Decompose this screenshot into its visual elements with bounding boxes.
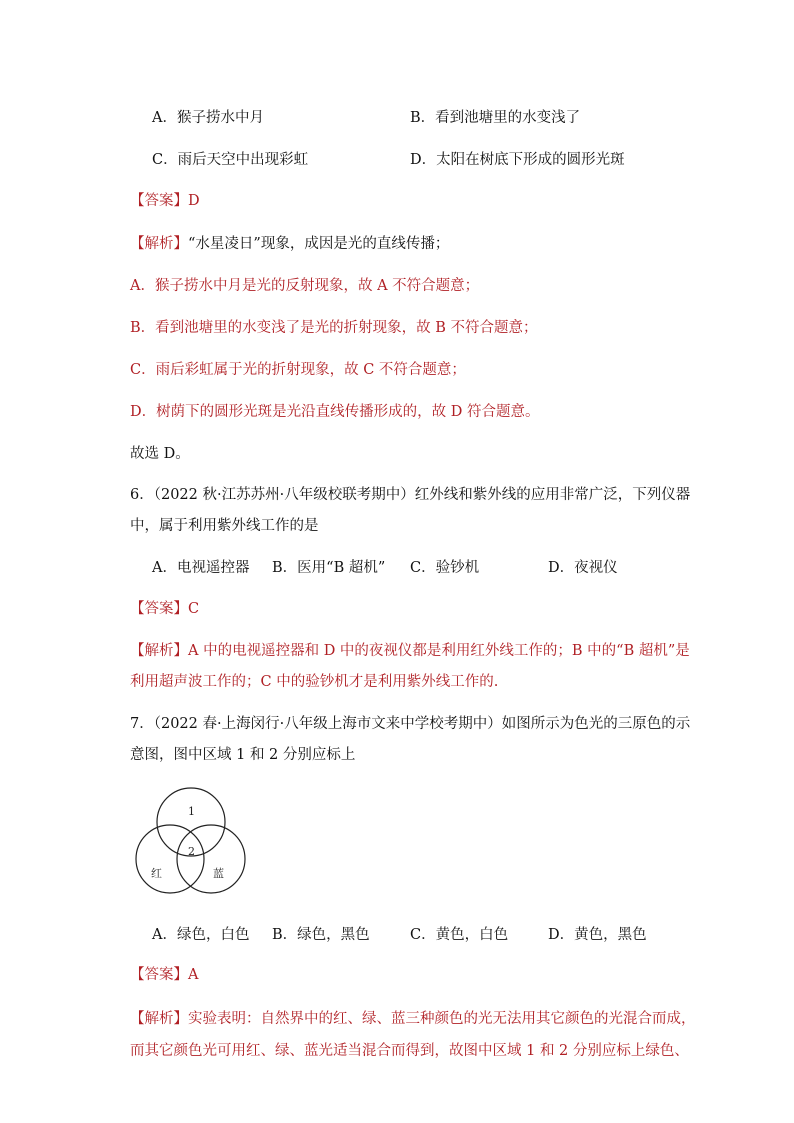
blue-circle (177, 825, 245, 893)
answer-value: D (188, 193, 200, 209)
q5-analysis-line-c: C．雨后彩虹属于光的折射现象，故 C 不符合题意； (130, 362, 466, 378)
q5-option-a: A．猴子捞水中月 (152, 110, 264, 126)
q6-option-a: A．电视遥控器 (152, 560, 250, 576)
q6-stem-line1: 6．（2022 秋·江苏苏州·八年级校联考期中）红外线和紫外线的应用非常广泛，下列仪器 (130, 487, 691, 503)
q5-analysis-line-a: A．猴子捞水中月是光的反射现象，故 A 不符合题意； (130, 278, 480, 294)
q6-option-d: D．夜视仪 (548, 560, 618, 576)
analysis-tag: 【解析】 (130, 236, 188, 252)
region-2-label: 2 (188, 845, 195, 858)
q7-option-b: B．绿色，黑色 (272, 927, 370, 943)
q7-option-c: C．黄色，白色 (410, 927, 509, 943)
q5-option-b: B．看到池塘里的水变浅了 (410, 110, 581, 126)
q5-answer (130, 191, 200, 211)
q7-stem-line1: 7．（2022 春·上海闵行·八年级上海市文来中学校考期中）如图所示为色光的三原色的示 (130, 716, 691, 732)
answer-tag: 【答案】 (130, 193, 188, 209)
analysis-text: A 中的电视遥控器和 D 中的夜视仪都是利用红外线工作的；B 中的“B 超机”是 (188, 643, 690, 659)
q6-option-c: C．验钞机 (410, 560, 480, 576)
region-1-label: 1 (188, 805, 195, 818)
q7-stem-line2: 意图，图中区域 1 和 2 分别应标上 (130, 747, 356, 763)
q7-option-a: A．绿色，白色 (152, 927, 250, 943)
q5-option-d: D．太阳在树底下形成的圆形光斑 (410, 152, 625, 168)
analysis-tag: 【解析】 (130, 643, 188, 659)
analysis-text: 实验表明：自然界中的红、绿、蓝三种颜色的光无法用其它颜色的光混合而成， (188, 1011, 696, 1027)
q6-option-b: B．医用“B 超机” (272, 560, 386, 576)
analysis-tag: 【解析】 (130, 1011, 188, 1027)
q5-option-c: C．雨后天空中出现彩虹 (152, 152, 309, 168)
color-venn-diagram (130, 785, 252, 900)
q6-analysis-line2: 利用超声波工作的；C 中的验钞机才是利用紫外线工作的. (130, 674, 499, 690)
answer-value: C (188, 601, 200, 617)
answer-tag: 【答案】 (130, 601, 188, 617)
q6-stem-line2: 中，属于利用紫外线工作的是 (130, 518, 319, 534)
q5-analysis-intro (130, 234, 449, 254)
red-circle (136, 825, 204, 893)
q7-analysis-line1 (130, 1009, 696, 1029)
q5-analysis-line-d: D．树荫下的圆形光斑是光沿直线传播形成的，故 D 符合题意。 (130, 404, 540, 420)
red-label: 红 (151, 867, 162, 880)
q6-answer (130, 599, 199, 619)
answer-tag: 【答案】 (130, 967, 188, 983)
q7-analysis-line2: 而其它颜色光可用红、绿、蓝光适当混合而得到，故图中区域 1 和 2 分别应标上绿色、 (130, 1043, 689, 1059)
q7-option-d: D．黄色，黑色 (548, 927, 647, 943)
answer-value: A (188, 967, 199, 983)
analysis-text: “水星凌日”现象，成因是光的直线传播； (188, 236, 450, 252)
q6-analysis-line1 (130, 641, 690, 661)
q7-answer (130, 965, 198, 985)
q5-analysis-line-b: B．看到池塘里的水变浅了是光的折射现象，故 B 不符合题意； (130, 320, 538, 336)
q5-conclusion: 故选 D。 (130, 446, 190, 462)
blue-label: 蓝 (213, 867, 224, 880)
